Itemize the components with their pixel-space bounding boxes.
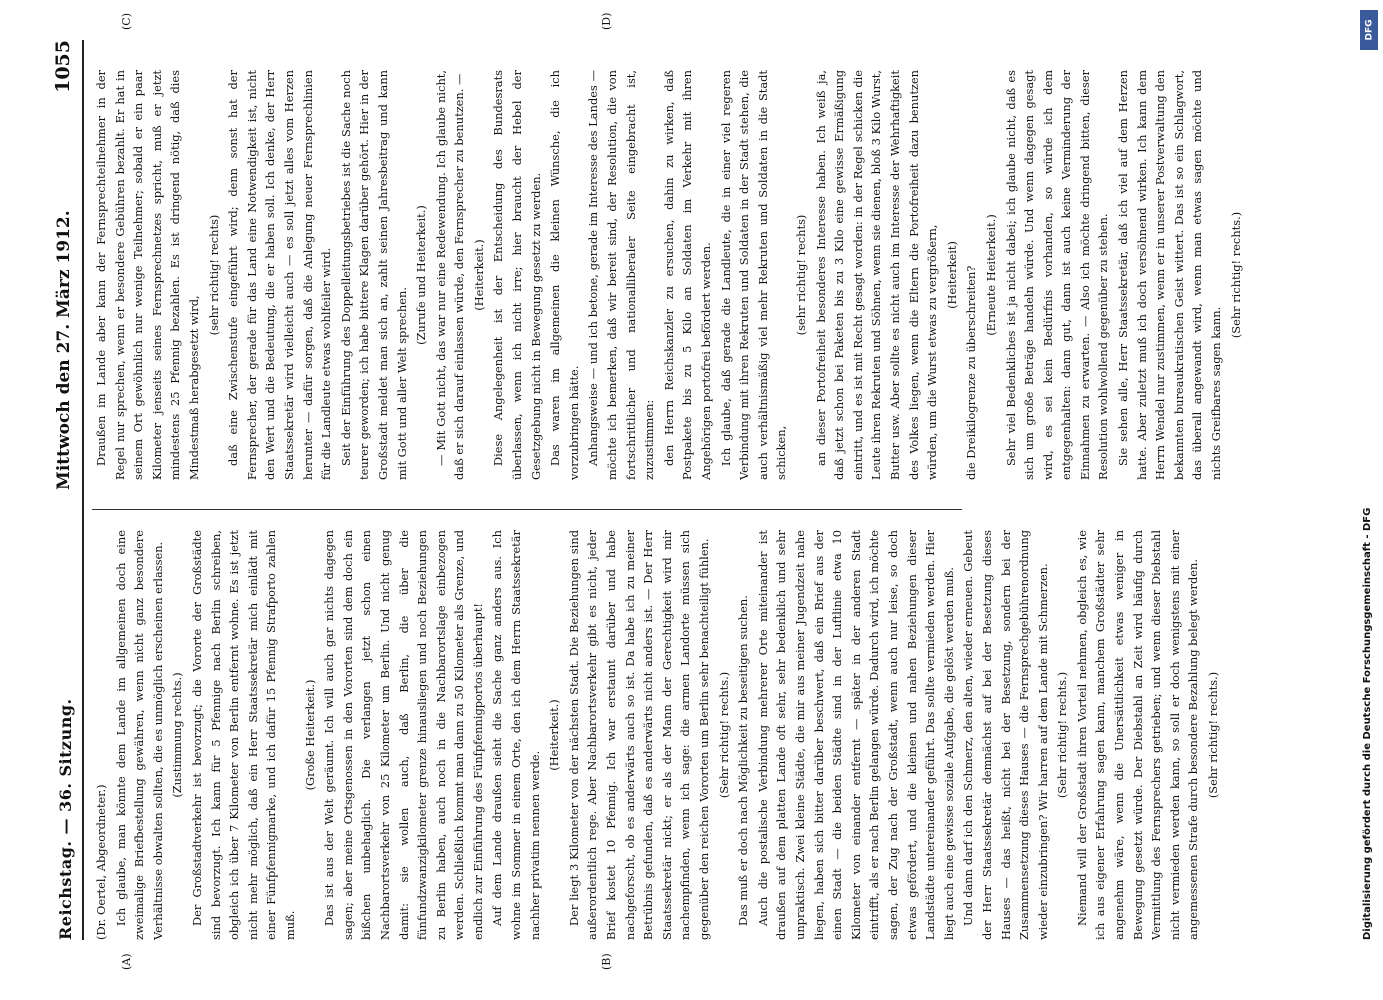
interjection: (Heiterkeit.) <box>471 239 486 311</box>
interjection: (Sehr richtig! rechts.) <box>716 671 731 799</box>
paragraph: an dieser Portofreiheit besonderes Interesse haben. Ich weiß ja, daß jetzt schon bei Paketen bis zu 3 Kilo eine gewisse Ermäßigung eintritt, und es ist mit Recht gesagt worden: in der Regel schicken die Leute ihren Rekruten und Söhnen, wenn sie dienen, bloß 3 Kilo Wurst, Butter usw. Aber sollte es nicht auch im Interesse der Wehrhaftigkeit des Volkes liegen, wenn die Eltern die Portofreiheit dazu benutzen würden, um die Wurst etwas zu vergrößern, <box>813 70 940 480</box>
paragraph: daß eine Zwischenstufe eingeführt wird; denn sonst hat der Fernsprecher, der gerade für das Land eine Notwendigkeit ist, nicht den Wert und die Bedeutung, die er haben soll. Ich denke, der Herr Staatssekretär wird vielleicht auch — es soll jetzt alles vom Herzen herunter — dafür sorgen, daß die Anlegung neuer Fernsprechlinien für die Landleute etwas wohlfeiler wird. <box>226 70 334 480</box>
paragraph: Das ist aus der Welt geräumt. Ich will auch gar nichts dagegen sagen; aber meine Ortsgenossen in den Vororten sind dem doch ein bißchen unbehaglich. Die verlangen jetzt schon einen Nachbarortsverkehr von 25 Kilometer um Berlin. Und nicht genug damit: sie wollen auch, daß Berlin, die über die fünfundzwanzigkilometer grenze hinausliegen und noch Beziehungen zu Berlin haben, auch noch in die Nachbarortslage einbezogen werden. Schließlich kommt man dann zu 50 Kilometer als Grenze, und endlich zur Einführung des Fünfpfennigportos überhaupt! <box>322 530 485 940</box>
page-number: 1055 <box>52 40 74 93</box>
paragraph: Ich glaube, man könnte dem Lande im allgemeinen doch eine zweimalige Briefbestellung gewähren, wenn nicht ganz besondere Verhältnisse obwalten sollten, die es unmöglich erscheinen erlassen. <box>113 530 165 940</box>
paragraph: Sie sehen alle, Herr Staatssekretär, daß ich viel auf dem Herzen hatte. Aber zuletzt muß ich doch versöhnend wirken. Ich kann dem Herrn Wendel nur zustimmen, wenn er in unserer Postverwaltung den bekannten bureaukratischen Geist wittert. Das ist so ein Schlagwort, das überall angewandt wird, wenn man etwas sagen möchte und nichts Greifbares sagen kann. <box>1116 70 1224 480</box>
header-session: Reichstag. — 36. Sitzung. <box>56 698 75 940</box>
interjection: (sehr richtig! rechts) <box>206 214 221 336</box>
interjection: (Sehr richtig! rechts.) <box>1228 211 1243 339</box>
paragraph: Auch die postalische Verbindung mehrerer Orte miteinander ist draußen auf dem platten Lande oft sehr, sehr bedenklich und sehr unpraktisch. Zwei kleine Städte, die mir aus meiner Jugendzeit nahe liegen, haben sich bitter darüber beschwert, daß ein Brief aus der einen Stadt — die beiden Städte sind in der Luftlinie etwa 10 Kilometer von einander entfernt — später in der anderen Stadt eintrifft, als er nach Berlin gelangen würde. Dadurch wird, ich möchte sagen, der Zug nach der Großstadt, wenn auch nur leise, so doch etwas gefördert, und die kleinen und nahen Beziehungen dieser Landstädte untereinander geführt. Das sollte vermieden werden. Hier liegt auch eine gewisse soziale Aufgabe, die gelöst werden muß. <box>755 530 956 940</box>
interjection: (Sehr richtig! rechts.) <box>1055 671 1070 799</box>
margin-mark-b: (B) <box>600 953 613 970</box>
interjection: (Zurufe und Heiterkeit.) <box>414 205 429 345</box>
paragraph: Der liegt 3 Kilometer von der nächsten Stadt. Die Beziehungen sind außerordentlich rege. Aber Nachbarortsverkehr gibt es nicht, jeder Brief kostet 10 Pfennig. Ich war erstaunt darüber und habe nachgeforscht, ob es anderwärts auch so ist. Da habe ich zu meiner Betrübnis gefunden, daß es anderwärts nicht anders ist. — Der Herr Staatssekretär nickt; er als der Mann der Gerechtigkeit wird mir nachempfinden, wenn ich sage: die armen Landorte müssen sich gegenüber den reichen Vororten um Berlin sehr benachteiligt fühlen. <box>566 530 711 940</box>
paragraph: Sehr viel Bedenkliches ist ja nicht dabei; ich glaube nicht, daß es sich um große Beträge handeln würde. Und wenn dagegen gesagt wird, es sei kein Bedürfnis vorhanden, so würde ich dem entgegenhalten: dann gut, dann ist auch keine Verminderung der Einnahmen zu erwarten. — Also ich möchte dringend bitten, dieser Resolution wohlwollend gegenüber zu stehen. <box>1003 70 1111 480</box>
paragraph: Und dann darf ich den Schmerz, den alten, wieder erneuen. Gebeut der Herr Staatssekretär demnächst auf bei der Besetzung dieses Hauses — das heißt, nicht bei der Besetzung, sondern bei der Zusammensetzung dieses Hauses — die Fernsprechgebührenordnung wieder einzubringen? Wir harren auf dem Lande mit Schmerzen. <box>961 530 1050 940</box>
paragraph: Diese Angelegenheit ist der Entscheidung des Bundesrats überlassen, wenn ich nicht irre; hier braucht der Hebel der Gesetzgebung nicht in Bewegung gesetzt zu werden. <box>491 70 543 480</box>
paragraph: Das muß er doch nach Möglichkeit zu beseitigen suchen. <box>736 595 751 926</box>
dfg-logo <box>1360 10 1378 50</box>
paragraph: Der Großstadtverkehr ist bevorzugt; die Vororte der Großstädte sind bevorzugt. Ich kann für 5 Pfennige nach Berlin schreiben, obgleich ich über 7 Kilometer von Berlin entfernt wohne. Es ist jetzt nicht mehr möglich, daß ein Herr Staatssekretär mich einlädt mit einer Fünfpfennigmarke, und ich dafür 15 Pfennig Strafporto zahlen muß. <box>189 530 297 940</box>
digitization-note <box>1362 60 1382 940</box>
column-divider <box>92 509 962 510</box>
dfg-logo-text: DFG <box>1364 19 1375 41</box>
paragraph: Auf dem Lande draußen sieht die Sache ganz anders aus. Ich wohne im Sommer in einem Orte, den ich dem Herrn Staatssekretär nachher privatim nennen werde. <box>490 530 542 940</box>
paragraph: Niemand will der Großstadt ihren Vorteil nehmen, obgleich es, wie ich aus eigener Erfahrung sagen kann, manchem Großstädter sehr angenehm wäre, wenn die Unersättlichkeit etwas weniger in Bewegung gesetzt würde. Der Diebstahl an Zeit wird häufig durch Vermittlung des Fernsprechers getrieben; und wenn dieser Diebstahl nicht vermieden werden kann, so soll er doch wenigstens mit einer angemessenen Strafe durch besondere Bezahlung belegt werden. <box>1074 530 1201 940</box>
interjection: (Sehr richtig! rechts.) <box>1206 671 1221 799</box>
interjection: (Große Heiterkeit.) <box>302 679 317 791</box>
interjection: (sehr richtig! rechts) <box>793 214 808 336</box>
paragraph: den Herrn Reichskanzler zu ersuchen, dahin zu wirken, daß Postpakete bis zu 5 Kilo an Soldaten im Verkehr mit ihren Angehörigen portofrei befördert werden. <box>661 70 713 480</box>
margin-mark-c: (C) <box>120 13 133 30</box>
paragraph: die Dreikilogrenze zu überschreiten? <box>964 265 979 480</box>
paragraph: Draußen im Lande aber kann der Fernsprechteilnehmer in der Regel nur sprechen, wenn er besondere Gebühren bezahlt. Er hat in seinem Ort gewöhnlich nur wenige Teilnehmer; sobald er ein paar Kilometer jenseits seines Fernsprechnetzes spricht, muß er jetzt mindestens 25 Pfennig bezahlen. Es ist dringend nötig, daß dies Mindestmaß herabgesetzt wird, <box>94 70 201 480</box>
header-date: Mittwoch den 27. März 1912. <box>54 210 74 490</box>
interjection: (Zustimmung rechts.) <box>170 672 185 798</box>
paragraph: Ich glaube, daß gerade die Landleute, die in einer viel regeren Verbindung mit ihren Rekruten und Soldaten in der Stadt stehen, die auch verhältnismäßig viel mehr Rekruten und Soldaten in die Stadt schicken, <box>718 70 789 480</box>
digitization-note-text: Digitalisierung gefördert durch die Deutsche Forschungsgemeinschaft - DFG <box>1362 507 1373 940</box>
paragraph: Anhangsweise — und ich betone, gerade im Interesse des Landes — möchte ich bemerken, daß wir bereit sind, der Resolution, die von fortschrittlicher und nationalliberaler Seite eingebracht ist, zuzustimmen: <box>586 70 657 480</box>
paragraph: (Dr. Oertel, Abgeordneter.) <box>94 784 108 940</box>
left-column <box>92 530 1221 940</box>
right-column <box>92 70 1243 480</box>
paragraph: — Mit Gott nicht, das war nur eine Redewendung. Ich glaube nicht, daß er sich darauf einlassen würde, den Fernsprecher zu benutzen. — <box>433 70 467 480</box>
paragraph: Das waren im allgemeinen die kleinen Wünsche, die ich vorzubringen hätte. <box>548 70 581 480</box>
interjection: (Heiterkeit.) <box>547 699 562 771</box>
paragraph: Seit der Einführung des Doppelleitungsbetriebes ist die Sache noch teurer geworden; ich habe bittere Klagen darüber gehört. Hier in der Großstadt meldet man sich an, zahlt seinen Jahresbeitrag und kann mit Gott und aller Welt sprechen. <box>338 70 409 480</box>
interjection: (Heiterkeit) <box>944 241 959 309</box>
interjection: (Erneute Heiterkeit.) <box>983 214 998 336</box>
page-header <box>52 40 84 940</box>
margin-mark-d: (D) <box>600 12 613 30</box>
margin-mark-a: (A) <box>120 953 133 970</box>
